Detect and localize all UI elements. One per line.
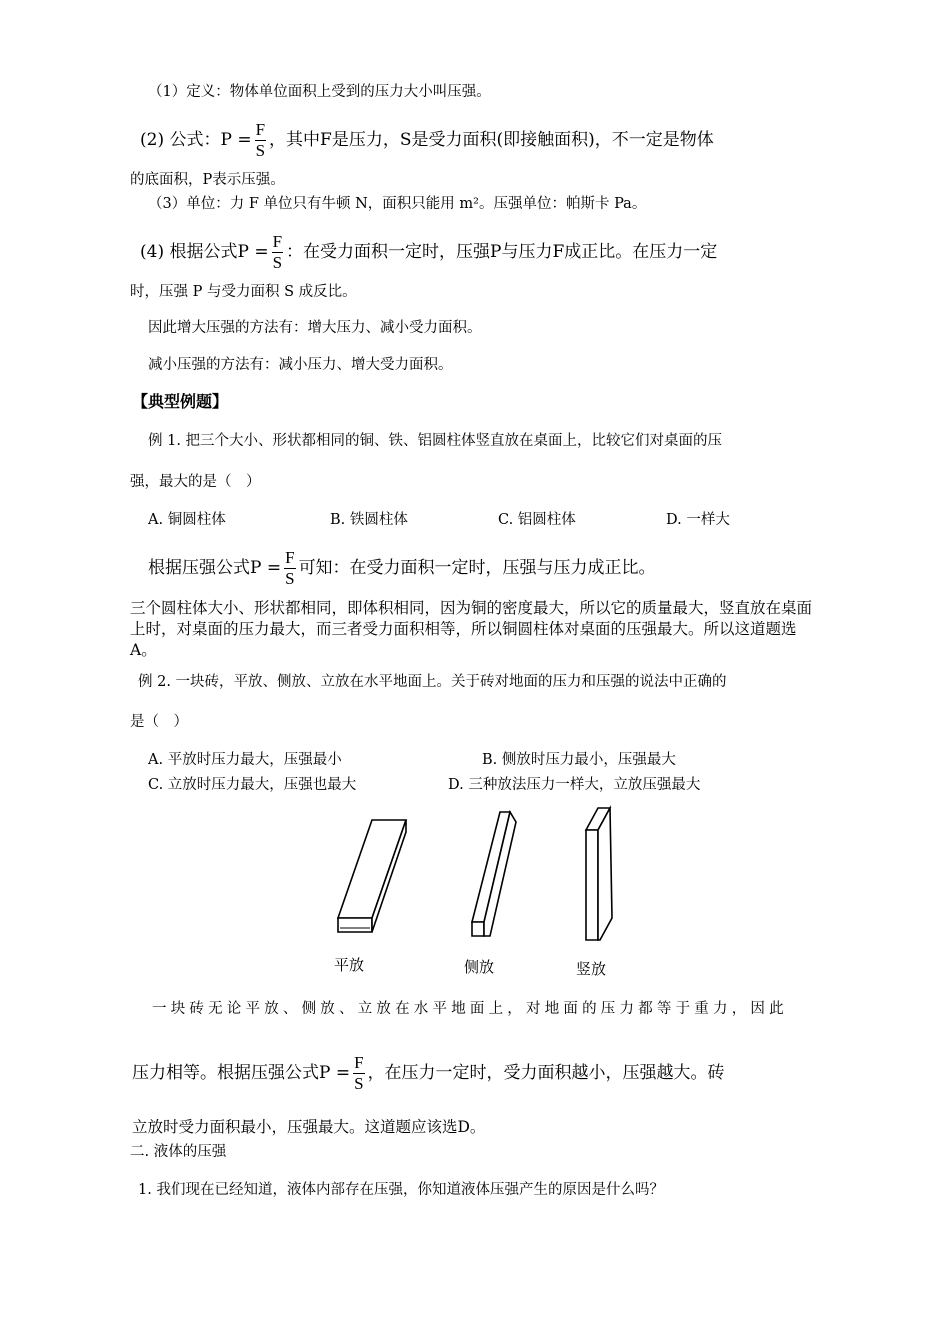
example1-option-d: D. 一样大: [666, 512, 730, 528]
example2-question-line2: 是（ ）: [130, 714, 188, 730]
fraction-numerator: F: [285, 548, 295, 567]
fraction-denominator: S: [255, 141, 266, 160]
liquid-pressure-question: 1. 我们现在已经知道，液体内部存在压强，你知道液体压强产生的原因是什么吗？: [138, 1182, 664, 1198]
formula-continuation: 的底面积，P表示压强。: [130, 172, 285, 188]
side-brick-drawing: [472, 812, 516, 936]
fraction-denominator: S: [272, 253, 283, 272]
decrease-pressure-line: 减小压强的方法有：减小压力、增大受力面积。: [148, 357, 453, 373]
example1-option-c: C. 铝圆柱体: [498, 512, 576, 528]
side-label: 侧放: [464, 958, 495, 976]
increase-pressure-line: 因此增大压强的方法有：增大压力、减小受力面积。: [148, 320, 482, 336]
example2-answer-line1: 一块砖无论平放、侧放、立放在水平地面上，对地面的压力都等于重力，因此: [152, 1001, 788, 1017]
proportion-suffix: ：在受力面积一定时，压强P与压力F成正比。在压力一定: [286, 242, 718, 262]
answer-suffix: ，在压力一定时，受力面积越小，压强越大。砖: [367, 1063, 725, 1083]
definition-line: （1）定义：物体单位面积上受到的压力大小叫压强。: [148, 84, 491, 100]
flat-brick-drawing: [338, 820, 406, 932]
vertical-brick-drawing: [586, 808, 612, 940]
formula-line: [140, 120, 714, 161]
fraction-numerator: F: [354, 1053, 364, 1072]
example1-answer-formula: [148, 548, 656, 589]
example1-option-b: B. 铁圆柱体: [330, 512, 408, 528]
example2-answer-line3: 立放时受力面积最小，压强最大。这道题应该选D。: [132, 1118, 486, 1136]
fraction-numerator: F: [255, 120, 266, 139]
vertical-label: 竖放: [576, 960, 607, 978]
example2-option-c: C. 立放时压力最大，压强也最大: [148, 777, 357, 793]
answer-fraction: [353, 1053, 364, 1094]
fraction-numerator: F: [272, 232, 283, 251]
fraction-denominator: S: [354, 1074, 364, 1093]
section-heading: 【典型例题】: [132, 392, 229, 411]
example2-option-b: B. 侧放时压力最小，压强最大: [482, 752, 676, 768]
example1-question-line2: 强，最大的是（ ）: [130, 474, 261, 490]
answer-prefix: 压力相等。根据压强公式P =: [132, 1063, 351, 1083]
brick-placement-figure: [320, 800, 640, 985]
proportion-continuation: 时，压强 P 与受力面积 S 成反比。: [130, 284, 357, 300]
flat-label: 平放: [334, 956, 365, 974]
section2-heading: 二. 液体的压强: [130, 1144, 227, 1160]
answer-fraction: [284, 548, 295, 589]
example2-answer-formula: [132, 1053, 725, 1094]
answer-prefix: 根据压强公式P =: [148, 558, 282, 578]
formula-fraction: [255, 120, 266, 161]
example1-explanation: 三个圆柱体大小、形状都相同，即体积相同，因为铜的密度最大，所以它的质量最大，竖直放在桌面上时，对桌面的压力最大，而三者受力面积相等，所以铜圆柱体对桌面的压强最大。所以这道题选A。: [130, 599, 813, 659]
proportion-prefix: (4) 根据公式P =: [140, 242, 269, 262]
formula-prefix: (2) 公式：P =: [140, 130, 252, 150]
answer-suffix: 可知：在受力面积一定时，压强与压力成正比。: [298, 558, 656, 578]
example2-question-line1: 例 2. 一块砖，平放、侧放、立放在水平地面上。关于砖对地面的压力和压强的说法中正确的: [138, 674, 727, 690]
units-line: （3）单位：力 F 单位只有牛顿 N，面积只能用 m²。压强单位：帕斯卡 Pa。: [148, 196, 647, 212]
formula-suffix: ，其中F是压力，S是受力面积(即接触面积)，不一定是物体: [269, 130, 714, 150]
example2-option-a: A. 平放时压力最大，压强最小: [148, 752, 342, 768]
proportion-fraction: [272, 232, 283, 273]
fraction-denominator: S: [285, 569, 295, 588]
proportion-line: [140, 232, 717, 273]
example1-question-line1: 例 1. 把三个大小、形状都相同的铜、铁、铝圆柱体竖直放在桌面上，比较它们对桌面的压: [148, 433, 723, 449]
example2-option-d: D. 三种放法压力一样大，立放压强最大: [448, 777, 701, 793]
example1-option-a: A. 铜圆柱体: [148, 512, 226, 528]
